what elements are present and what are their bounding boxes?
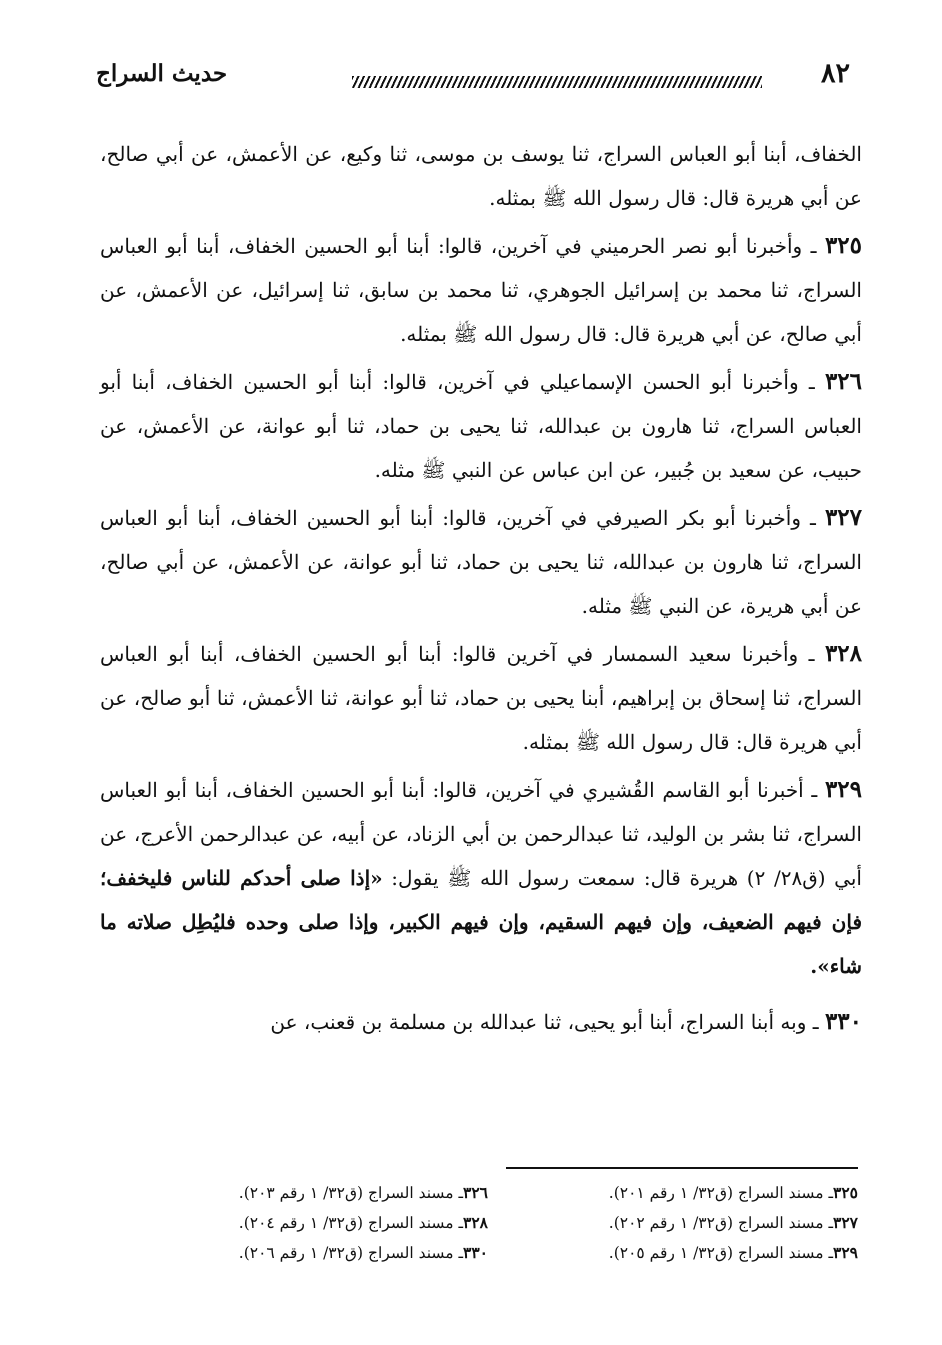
footnote-separator <box>506 1167 858 1169</box>
footnote-text: ـ مسند السراج (ق٣٢/ ١ رقم ٢٠٦). <box>238 1244 464 1262</box>
footnote-row <box>118 1238 858 1268</box>
hadith-number: ٣٢٦ <box>824 368 863 395</box>
footnote <box>118 1208 488 1238</box>
footnote-number: ٣٢٦ <box>463 1183 488 1202</box>
paragraph-text: ـ وأخبرنا أبو الحسن الإسماعيلي في آخرين، قالوا: أبنا أبو الحسين الخفاف، أبنا أبو العباس السراج، ثنا هارون بن عبدالله، ثنا يحيى بن حماد، ثنا أبو عوانة، عن الأعمش، عن حبيب، عن سعيد بن جُبير، عن ابن عباس عن النبي ﷺ مثله. <box>100 370 862 482</box>
paragraph-text: الخفاف، أبنا أبو العباس السراج، ثنا يوسف بن موسى، ثنا وكيع، عن الأعمش، عن أبي صالح، عن أبي هريرة قال: قال رسول الله ﷺ بمثله. <box>100 142 862 210</box>
hadith-quote: «إذا صلى أحدكم للناس فليخفف؛ فإن فيهم الضعيف، وإن فيهم السقيم، وإن فيهم الكبير، وإذا صلى وحده فليُطِل صلاته ما شاء». <box>100 866 862 978</box>
paragraph-text: ـ وأخبرنا أبو بكر الصيرفي في آخرين، قالوا: أبنا أبو الحسين الخفاف، أبنا أبو العباس السراج، ثنا هارون بن عبدالله، ثنا يحيى بن حماد، ثنا أبو عوانة، عن الأعمش، عن أبي صالح، عن أبي هريرة، عن النبي ﷺ مثله. <box>100 506 862 618</box>
main-text <box>100 132 862 1048</box>
paragraph-text: ـ أخبرنا أبو القاسم القُشيري في آخرين، قالوا: أبنا أبو الحسين الخفاف، أبنا أبو العباس السراج، ثنا بشر بن الوليد، ثنا عبدالرحمن بن أبي الزناد، عن أبيه، عن عبدالرحمن الأعرج، عن أبي (ق٢٨/ ٢) هريرة قال: سمعت رسول الله ﷺ يقول: <box>100 778 862 890</box>
paragraph-text: ـ وأخبرنا سعيد السمسار في آخرين قالوا: أبنا أبو الحسين الخفاف، أبنا أبو العباس السراج، ثنا إسحاق بن إبراهيم، أبنا يحيى بن حماد، ثنا أبو عوانة، ثنا الأعمش، ثنا أبو صالح، عن أبي هريرة قال: قال رسول الله ﷺ بمثله. <box>100 642 862 754</box>
footnote <box>118 1178 488 1208</box>
paragraph-327 <box>100 496 862 628</box>
hadith-number: ٣٢٧ <box>824 504 862 531</box>
paragraph-text: ـ وأخبرنا أبو نصر الحرميني في آخرين، قالوا: أبنا أبو الحسين الخفاف، أبنا أبو العباس السراج، ثنا محمد بن إسرائيل الجوهري، ثنا محمد بن سابق، ثنا إسرائيل، عن الأعمش، عن أبي صالح، عن أبي هريرة قال: قال رسول الله ﷺ بمثله. <box>100 234 862 346</box>
footnote-number: ٣٢٧ <box>833 1213 858 1232</box>
hadith-number: ٣٢٨ <box>824 640 863 667</box>
running-title: حديث السراج <box>96 60 228 87</box>
footnote-text: ـ مسند السراج (ق٣٢/ ١ رقم ٢٠١). <box>608 1184 834 1202</box>
footnotes <box>118 1178 858 1268</box>
footnote <box>488 1238 858 1268</box>
header-decorative-rule <box>352 76 762 88</box>
hadith-number: ٣٢٥ <box>824 232 863 259</box>
footnote-text: ـ مسند السراج (ق٣٢/ ١ رقم ٢٠٤). <box>238 1214 464 1232</box>
paragraph-328 <box>100 632 862 764</box>
hadith-number: ٣٢٩ <box>824 776 862 803</box>
footnote-row <box>118 1178 858 1208</box>
footnote-number: ٣٢٨ <box>463 1213 488 1232</box>
paragraph-325 <box>100 224 862 356</box>
footnote-row <box>118 1208 858 1238</box>
paragraph-text: ـ وبه أبنا السراج، أبنا أبو يحيى، ثنا عبدالله بن مسلمة بن قعنب، عن <box>270 1010 819 1034</box>
footnote <box>118 1238 488 1268</box>
footnote <box>488 1208 858 1238</box>
footnote-text: ـ مسند السراج (ق٣٢/ ١ رقم ٢٠٥). <box>608 1244 834 1262</box>
footnote-number: ٣٢٩ <box>833 1243 858 1262</box>
paragraph-continuation <box>100 132 862 220</box>
hadith-number: ٣٣٠ <box>824 1008 862 1035</box>
page-number: ٨٢ <box>820 58 850 89</box>
footnote-number: ٣٢٥ <box>833 1183 858 1202</box>
footnote-text: ـ مسند السراج (ق٣٢/ ١ رقم ٢٠٢). <box>608 1214 834 1232</box>
paragraph-330 <box>100 1000 862 1044</box>
footnote <box>488 1178 858 1208</box>
page-header <box>96 58 850 100</box>
footnote-text: ـ مسند السراج (ق٣٢/ ١ رقم ٢٠٣). <box>238 1184 464 1202</box>
paragraph-329 <box>100 768 862 988</box>
paragraph-326 <box>100 360 862 492</box>
footnote-number: ٣٣٠ <box>463 1243 488 1262</box>
